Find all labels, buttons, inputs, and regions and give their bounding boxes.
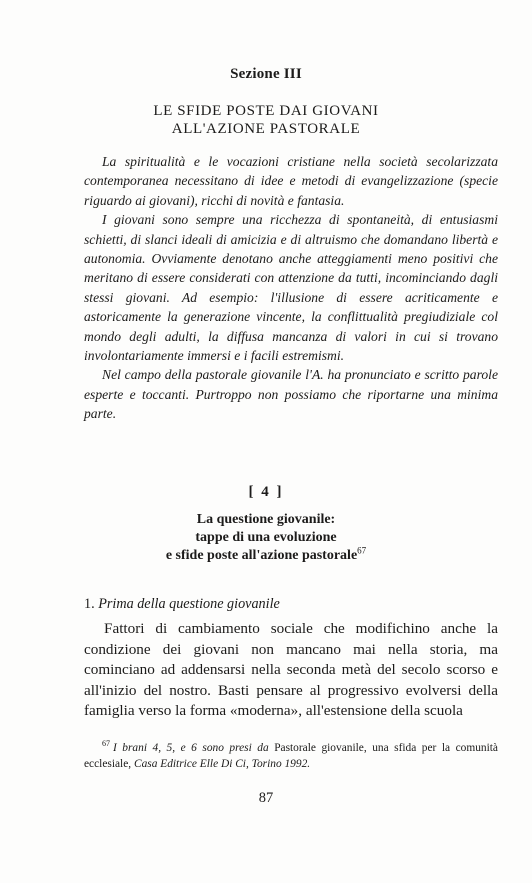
footnote-number: 67	[102, 739, 110, 749]
footnote-text-part-3: Casa Editrice Elle Di Ci, Torino 1992.	[133, 758, 311, 770]
chapter-title-line-1: La questione giovanile:	[196, 512, 336, 527]
section-label: Sezione III	[230, 66, 302, 82]
section-title-line-1: LE SFIDE POSTE DAI GIOVANI	[153, 103, 379, 119]
intro-paragraph-1: La spiritualità e le vocazioni cristiane nella società secolarizzata contemporanea necessitano di idee e metodi di evangelizzazione (specie riguardo ai giovani), ricchi di novità e fantasia.	[84, 154, 498, 208]
chapter-title-line-2: tappe di una evoluzione	[195, 530, 337, 545]
footnote-text-part-2: Pastorale giovanile, una sfida per la comunità ecclesiale,	[84, 742, 498, 770]
chapter-title-line-3	[0, 547, 532, 565]
chapter-number: [ 4 ]	[248, 484, 284, 500]
chapter-title-line-3-text: e sfide poste all'azione pastorale	[165, 548, 358, 563]
subsection-title: Prima della questione giovanile	[98, 596, 280, 612]
intro-paragraph-3: Nel campo della pastorale giovanile l'A. ha pronunciato e scritto parole esperte e toccanti. Purtroppo non possiamo che riportarne una minima parte.	[84, 367, 498, 422]
body-text	[84, 619, 498, 722]
section-title-line-2: ALL'AZIONE PASTORALE	[171, 121, 361, 137]
chapter-title	[0, 511, 532, 565]
section-intro	[84, 152, 498, 424]
section-title	[0, 102, 532, 138]
subsection-heading	[84, 596, 280, 613]
body-paragraph-1: Fattori di cambiamento sociale che modifichino anche la condizione dei giovani non mancano mai nella storia, ma cominciano ad addensarsi nella seconda metà del secolo scorso e all'inizio del nostro. Basti pensare al progressivo evolversi della famiglia verso la forma «moderna», all'estensione della scuola	[84, 620, 498, 720]
page-number: 87	[258, 790, 274, 806]
footnote-text-part-1: I brani 4, 5, e 6 sono presi da	[113, 742, 269, 754]
intro-paragraph-2: I giovani sono sempre una ricchezza di spontaneità, di entusiasmi schietti, di slanci ideali di amicizia e di altruismo che domandano libertà e autonomia. Ovviamente denotano anche atteggiamenti meno positivi che meritano di essere considerati con attenzione da tutti, incominciando dagli stessi giovani. Ad esempio: l'illusione di essere acriticamente e astoricamente la generazione vincente, la conflittualità pregiudiziale col mondo degli adulti, la diffusa mancanza di valori in cui si trovano involontariamente immersi e i facili estremismi.	[84, 212, 498, 364]
footnote	[84, 740, 498, 772]
footnote-reference[interactable]: 67	[357, 545, 367, 556]
subsection-number: 1.	[84, 596, 95, 612]
